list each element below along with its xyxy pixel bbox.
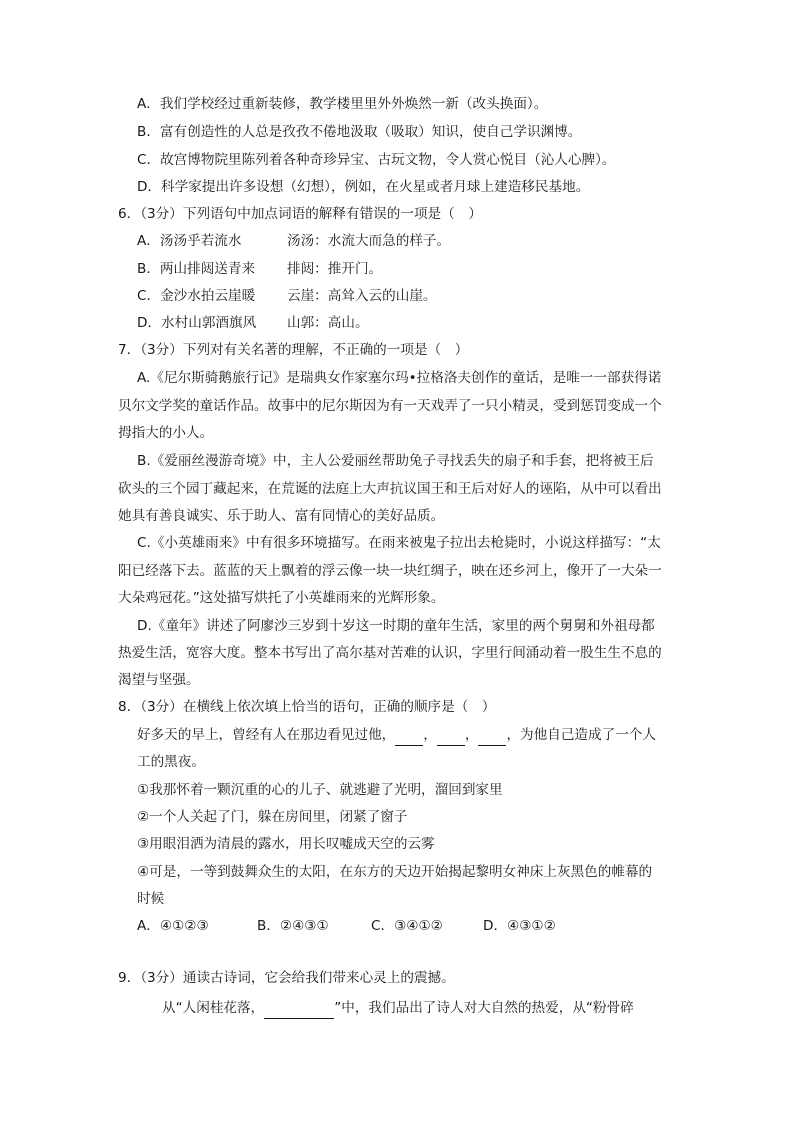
- q8-blank-1: [395, 725, 423, 746]
- q5-option-a: A．我们学校经过重新装修，教学楼里里外外焕然一新（改头换面）。: [137, 96, 548, 112]
- q9-line: [162, 998, 634, 1019]
- q7-option-a-line3: 拇指大的小人。: [118, 425, 214, 441]
- q6-option-c-label: C．金沙水拍云崖暖: [137, 288, 256, 304]
- q6-option-a: [137, 231, 451, 251]
- q7-option-d-line1: D.《童年》讲述了阿廖沙三岁到十岁这一时期的童年生活，家里的两个舅舅和外祖母都: [137, 618, 655, 634]
- q8-item-2: ②一个人关起了门，躲在房间里，闭紧了窗子: [137, 809, 408, 825]
- q7-option-b-line3: 她具有善良诚实、乐于助人、富有同情心的美好品质。: [118, 508, 445, 524]
- q5-option-d: D．科学家提出许多设想（幻想），例如，在火星或者月球上建造移民基地。: [137, 179, 590, 195]
- q6-stem: 6．（3分）下列语句中加点词语的解释有错误的一项是（ ）: [118, 206, 482, 222]
- q8-separator-2: ，: [464, 727, 479, 743]
- q8-item-1: ①我那怀着一颗沉重的心的儿子、就逃避了光明，溜回到家里: [137, 782, 503, 798]
- q8-stem: 8．（3分）在横线上依次填上恰当的语句，正确的顺序是（ ）: [118, 699, 496, 715]
- q6-option-d-label: D．水村山郭酒旗风: [137, 315, 257, 331]
- q8-passage-start: 好多天的早上，曾经有人在那边看见过他，: [137, 727, 396, 743]
- q8-passage-line2: 工的黑夜。: [137, 754, 205, 770]
- q6-option-b-note: 排闼：推开门。: [287, 261, 383, 277]
- q9-blank: [264, 998, 334, 1019]
- q7-option-a-line2: 贝尔文学奖的童话作品。故事中的尼尔斯因为有一天戏弄了一只小精灵，受到惩罚变成一个: [118, 398, 662, 414]
- q9-line-end: ”中，我们品出了诗人对大自然的热爱，从“粉骨碎: [334, 1000, 634, 1016]
- q8-passage-end: ，为他自己造成了一个人: [506, 727, 656, 743]
- q6-option-d: [137, 313, 369, 333]
- q6-option-a-note: 汤汤：水流大而急的样子。: [287, 233, 451, 249]
- q6-option-a-label: A．汤汤乎若流水: [137, 233, 242, 249]
- q5-option-b: B．富有创造性的人总是孜孜不倦地汲取（吸取）知识，使自己学识渊博。: [137, 124, 582, 140]
- q8-choice-c: C．③④①②: [371, 918, 443, 934]
- q8-choice-d: D．④③①②: [483, 918, 556, 934]
- q6-option-c-note: 云崖：高耸入云的山崖。: [287, 288, 437, 304]
- q8-choice-a: A．④①②③: [137, 918, 209, 934]
- q5-option-c: C．故宫博物院里陈列着各种奇珍异宝、古玩文物，令人赏心悦目（沁人心脾）。: [137, 152, 616, 168]
- q8-blank-2: [437, 725, 465, 746]
- q7-option-d-line2: 热爱生活，宽容大度。整本书写出了高尔基对苦难的认识，字里行间涌动着一股生生不息的: [118, 645, 662, 661]
- q6-option-d-note: 山郭：高山。: [287, 315, 369, 331]
- q8-item-3: ③用眼泪洒为清晨的露水，用长叹嘘成天空的云雾: [137, 836, 435, 852]
- q8-separator-1: ，: [423, 727, 437, 743]
- q7-option-b-line2: 砍头的三个园丁藏起来，在荒诞的法庭上大声抗议国王和王后对好人的诬陷，从中可以看出: [118, 481, 662, 497]
- q8-item-4: ④可是，一等到鼓舞众生的太阳，在东方的天边开始揭起黎明女神床上灰黑色的帷幕的: [137, 864, 653, 880]
- q6-option-b-label: B．两山排闼送青来: [137, 261, 256, 277]
- q6-option-c: [137, 286, 437, 306]
- q8-passage-line1: [137, 725, 656, 746]
- q7-option-c-line1: C.《小英雄雨来》中有很多环境描写。在雨来被鬼子拉出去枪毙时，小说这样描写：“太: [137, 535, 661, 551]
- q9-stem: 9．（3分）通读古诗词，它会给我们带来心灵上的震撼。: [118, 970, 455, 986]
- q7-option-c-line3: 大朵鸡冠花。”这处描写烘托了小英雄雨来的光辉形象。: [118, 590, 445, 606]
- q6-option-b: [137, 259, 383, 279]
- q7-stem: 7．（3分）下列对有关名著的理解，不正确的一项是（ ）: [118, 342, 469, 358]
- q8-choice-b: B．②④③①: [257, 918, 329, 934]
- q7-option-b-line1: B.《爱丽丝漫游奇境》中，主人公爱丽丝帮助兔子寻找丢失的扇子和手套，把将被王后: [137, 453, 654, 469]
- q7-option-d-line3: 渴望与坚强。: [118, 672, 200, 688]
- q8-blank-3: [478, 725, 506, 746]
- q8-choices: [137, 916, 556, 936]
- q9-line-start: 从“人闲桂花落，: [162, 1000, 265, 1016]
- q7-option-c-line2: 阳已经落下去。蓝蓝的天上飘着的浮云像一块一块红绸子，映在还乡河上，像开了一大朵一: [118, 563, 662, 579]
- q7-option-a-line1: A.《尼尔斯骑鹅旅行记》是瑞典女作家塞尔玛•拉格洛夫创作的童话，是唯一一部获得诺: [137, 370, 662, 386]
- q8-item-4-continued: 时候: [137, 891, 165, 907]
